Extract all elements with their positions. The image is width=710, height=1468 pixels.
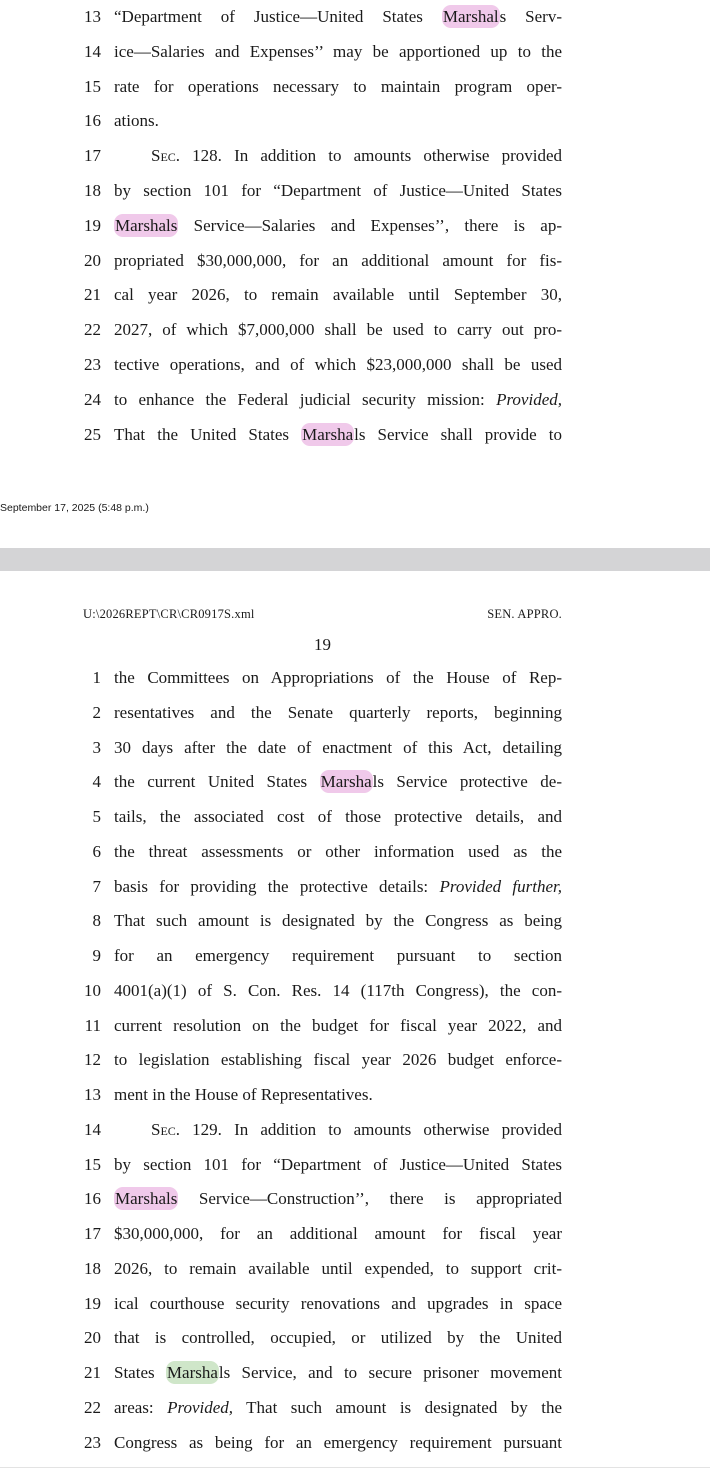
text-run: propriated $30,000,000, for an additional amount for fis- [114,250,562,270]
line-text [114,1083,562,1107]
line-text [114,1187,562,1211]
line-text [114,1326,562,1350]
line-text [114,1257,562,1281]
line-number: 18 [84,181,101,200]
line-number: 2 [92,702,101,722]
text-line [0,1048,710,1072]
text-run: 2027, of which $7,000,000 shall be used to carry out pro- [114,320,562,340]
text-line [0,1431,710,1455]
line-text [114,388,562,412]
text-line [0,40,710,64]
line-text [114,179,562,203]
text-run: “Department of Justice—United States [114,7,442,26]
page-number: 19 [314,635,331,654]
text-line [0,736,710,760]
line-number: 20 [84,250,101,270]
line-number: 23 [84,355,101,374]
text-run: the Committees on Appropriations of the House of Rep- [114,668,562,687]
text-run: Sec [151,146,176,166]
text-line [0,840,710,864]
line-number: 17 [84,146,101,166]
line-number: 23 [84,1432,101,1452]
line-text [114,1361,562,1385]
text-line [0,979,710,1003]
text-line [0,875,710,899]
line-text [114,875,562,899]
line-text [114,666,562,690]
line-number: 19 [84,215,101,235]
text-line [0,1326,710,1350]
line-text [114,423,562,447]
search-highlight[interactable]: Marshals [115,215,178,235]
line-number: 22 [84,1397,101,1417]
line-number: 15 [84,1154,101,1174]
text-run: the threat assessments or other information used as the [114,841,562,861]
text-run: That such amount is designated by the [233,1397,562,1417]
line-number: 13 [84,1085,101,1104]
text-line [0,770,710,794]
text-run: basis for providing the protective details: [114,876,440,896]
line-text [114,1014,562,1038]
committee-header: SEN. APPRO. [487,607,562,621]
italic-text: Provided, [496,389,562,409]
line-number: 7 [92,876,101,896]
line-number: 25 [84,424,101,444]
text-run: Service—Salaries and Expenses’’, there is ap- [178,215,562,235]
line-text [114,144,562,168]
text-line [0,944,710,968]
text-run: areas: [114,1397,168,1417]
text-line [0,1222,710,1246]
text-line [0,249,710,273]
line-text [114,1431,562,1455]
text-line [0,1153,710,1177]
line-text [114,944,562,968]
line-text [114,283,562,307]
text-run: the current United States [114,772,320,792]
line-text [114,214,562,238]
text-line [0,805,710,829]
line-text [114,1048,562,1072]
italic-text: Provided further, [439,876,563,896]
line-number: 9 [92,946,101,965]
line-number: 4 [92,772,101,792]
text-run: cal year 2026, to remain available until September 30, [114,285,562,305]
line-number: 21 [84,285,101,305]
line-number: 14 [84,1119,101,1139]
text-line [0,1292,710,1316]
line-text [114,5,562,29]
text-run: to enhance the Federal judicial security mission: [114,389,497,409]
search-highlight[interactable]: Marsha [166,1363,218,1382]
line-number: 8 [92,911,101,931]
text-run: . 128. In addition to amounts otherwise provided [175,146,562,166]
line-number: 13 [84,7,101,26]
text-run: rate for operations necessary to maintain program oper- [114,76,562,96]
line-number: 14 [84,41,101,61]
line-number: 11 [84,1015,101,1035]
text-line [0,283,710,307]
file-path-header: U:\2026REPT\CR\CR0917S.xml [83,607,255,621]
text-run: s Serv- [499,7,562,26]
text-run: ls Service, and to secure prisoner movement [218,1363,562,1382]
text-line [0,1257,710,1281]
line-number: 6 [92,841,101,861]
text-run: ice—Salaries and Expenses’’ may be apportioned up to the [114,41,562,61]
text-run: Congress as being for an emergency requirement pursuant [114,1432,562,1452]
text-line [0,5,710,29]
line-text [114,109,562,133]
text-run: That such amount is designated by the Congress as being [114,911,562,931]
text-line [0,318,710,342]
text-line [0,144,710,168]
line-text [114,249,562,273]
text-run: ical courthouse security renovations and upgrades in space [114,1293,562,1313]
text-line [0,909,710,933]
text-run: to legislation establishing fiscal year 2026 budget enforce- [114,1050,562,1070]
text-line [0,109,710,133]
line-number: 16 [84,1189,101,1209]
text-run: $30,000,000, for an additional amount for fiscal year [114,1224,562,1243]
line-number: 12 [84,1050,101,1070]
text-run: ls Service protective de- [372,772,562,792]
text-run: for an emergency requirement pursuant to section [114,946,562,965]
text-run: current resolution on the budget for fiscal year 2022, and [114,1015,562,1035]
search-highlight[interactable]: Marsha [320,772,372,792]
text-line [0,666,710,690]
document-page-top [0,0,710,548]
line-number: 16 [84,111,101,131]
text-line [0,179,710,203]
search-highlight[interactable]: Marsha [302,424,354,444]
text-line [0,1187,710,1211]
line-text [114,1396,562,1420]
line-number: 17 [84,1224,101,1243]
text-line [0,214,710,238]
line-text [114,1118,562,1142]
text-run: States [114,1363,166,1382]
text-run: by section 101 for “Department of Justice—United States [114,1154,562,1174]
text-run: tails, the associated cost of those protective details, and [114,807,562,826]
text-run: that is controlled, occupied, or utilized by the United [114,1328,562,1348]
text-run: 30 days after the date of enactment of this Act, detailing [114,737,562,757]
text-line [0,1083,710,1107]
line-text [114,318,562,342]
text-run: 2026, to remain available until expended, to support crit- [114,1258,562,1278]
page-footer-date: September 17, 2025 (5:48 p.m.) [0,502,149,514]
text-run: Service—Construction’’, there is appropriated [178,1189,562,1209]
line-text [114,805,562,829]
text-line [0,701,710,725]
line-text [114,979,562,1003]
line-number: 1 [92,668,101,687]
line-text [114,40,562,64]
text-line [0,75,710,99]
line-number: 10 [84,980,101,1000]
text-run: tective operations, and of which $23,000,000 shall be used [114,355,562,374]
text-run: resentatives and the Senate quarterly reports, beginning [114,702,562,722]
text-run: by section 101 for “Department of Justice—United States [114,181,562,200]
text-run: ations. [114,111,159,131]
line-text [114,840,562,864]
text-line [0,1014,710,1038]
text-line [0,388,710,412]
line-text [114,1292,562,1316]
text-line [0,1396,710,1420]
text-line [0,353,710,377]
line-number: 20 [84,1328,101,1348]
line-text [114,1153,562,1177]
line-text [114,353,562,377]
search-highlight[interactable]: Marshals [115,1189,178,1209]
text-run: Sec [151,1119,176,1139]
text-run: ls Service shall provide to [354,424,562,444]
text-run: 4001(a)(1) of S. Con. Res. 14 (117th Congress), the con- [114,980,562,1000]
text-run: That the United States [114,424,302,444]
search-highlight[interactable]: Marshal [442,7,499,26]
line-text [114,770,562,794]
line-text [114,736,562,760]
text-line [0,423,710,447]
italic-text: Provided, [167,1397,234,1417]
line-number: 18 [84,1258,101,1278]
line-number: 5 [92,807,101,826]
document-page-bottom [0,571,710,1468]
text-run: . 129. In addition to amounts otherwise provided [175,1119,562,1139]
line-number: 24 [84,389,101,409]
line-number: 3 [92,737,101,757]
text-line [0,1118,710,1142]
line-number: 19 [84,1293,101,1313]
line-text [114,1222,562,1246]
page-separator [0,548,710,571]
text-run: ment in the House of Representatives. [114,1085,373,1104]
line-text [114,909,562,933]
line-text [114,701,562,725]
line-number: 15 [84,76,101,96]
text-line [0,1361,710,1385]
line-text [114,75,562,99]
line-number: 22 [84,320,101,340]
line-number: 21 [84,1363,101,1382]
